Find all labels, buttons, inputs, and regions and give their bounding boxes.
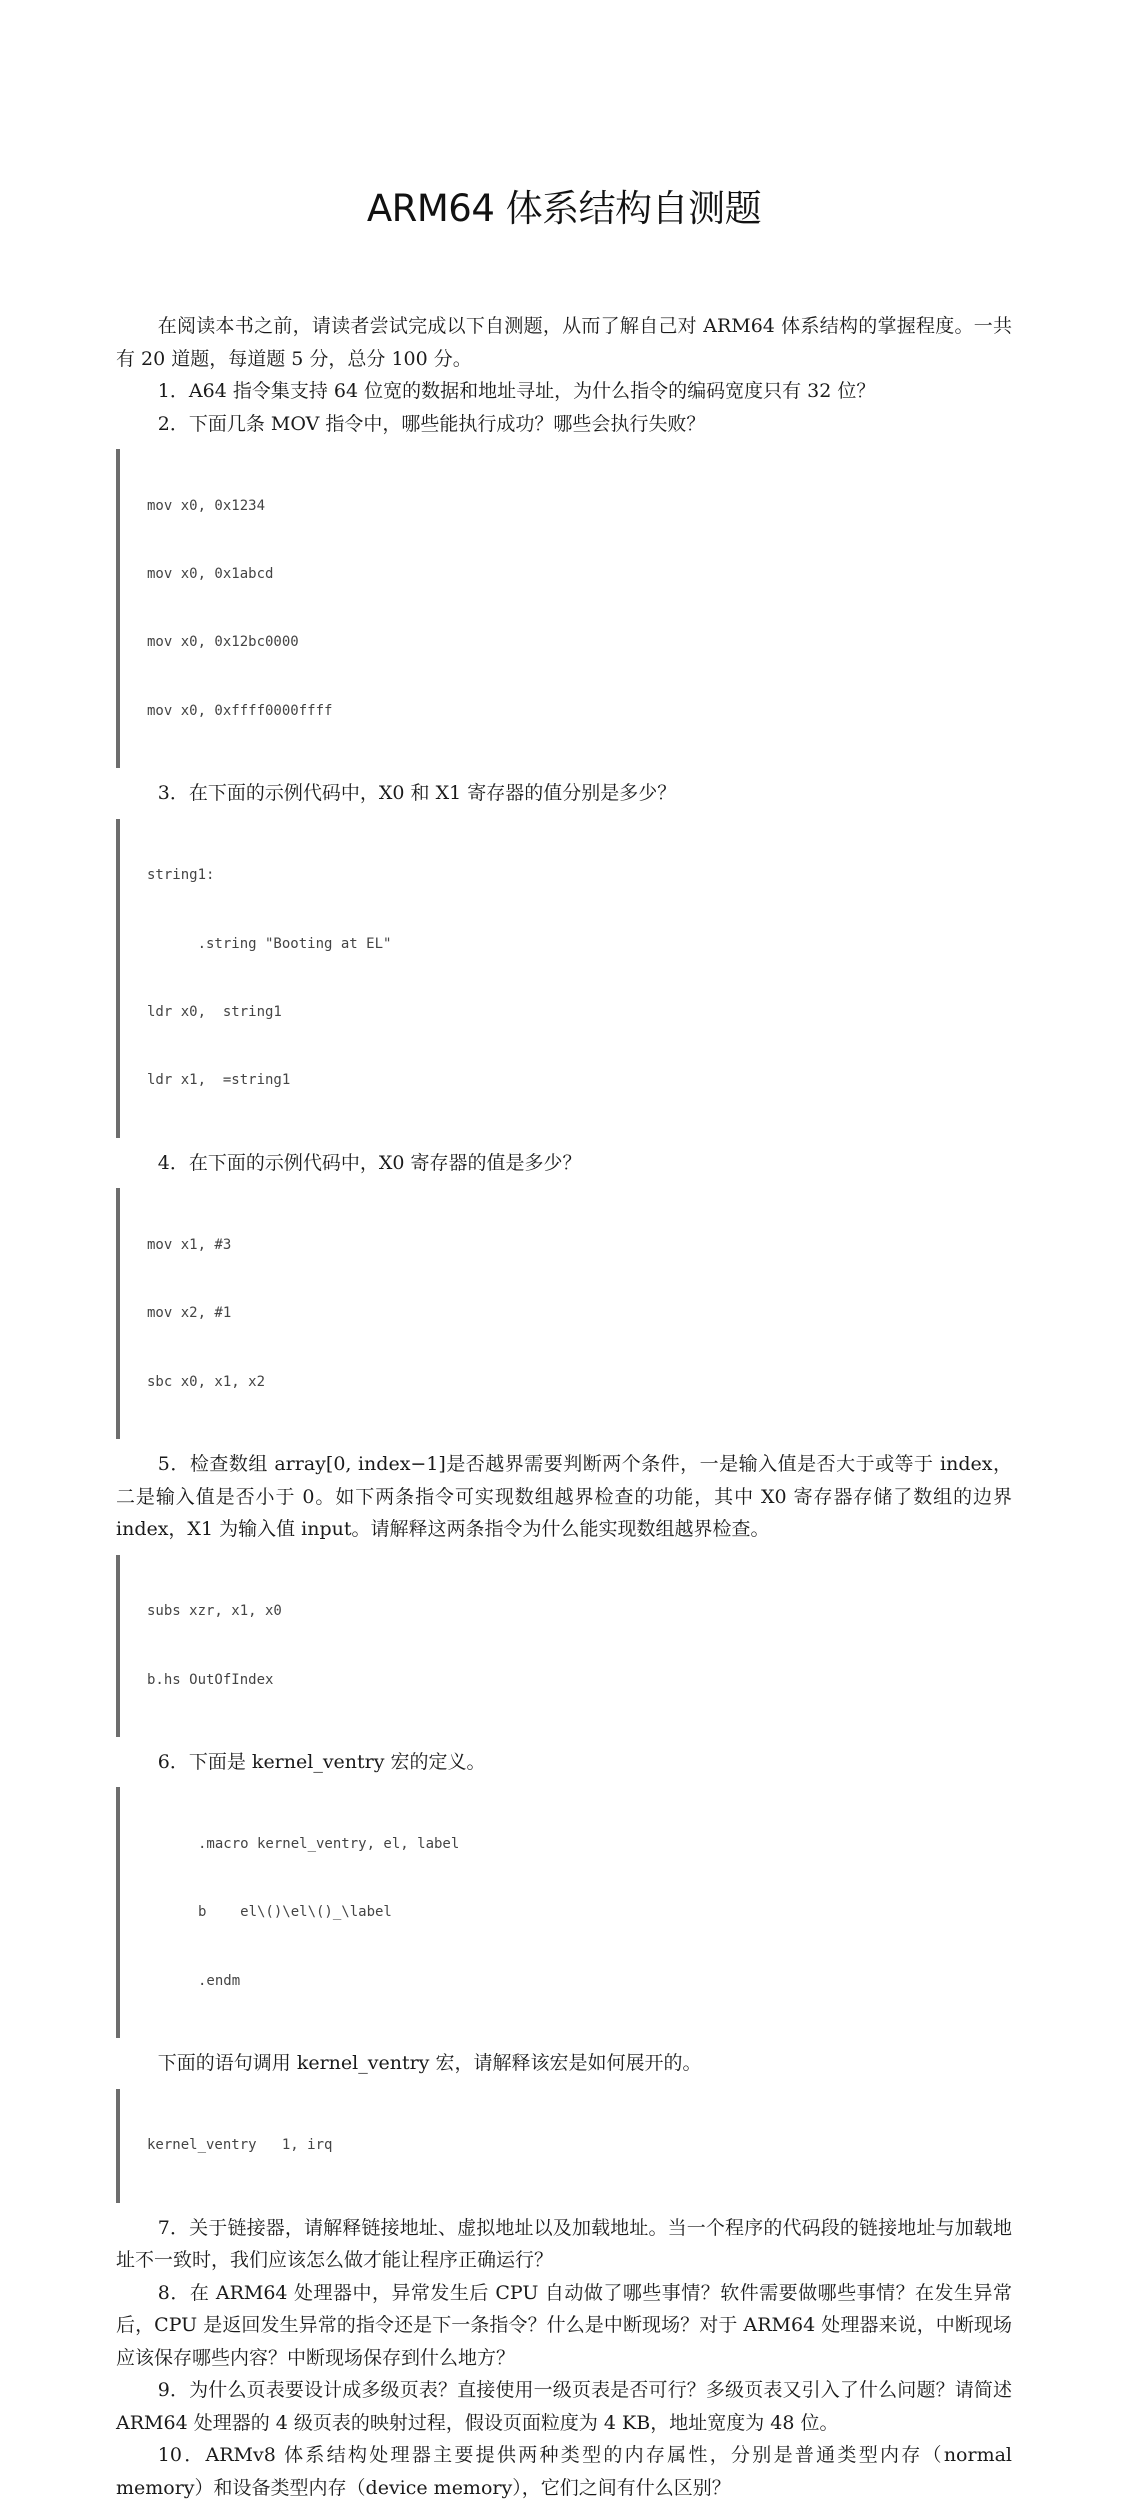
question-3: 3．在下面的示例代码中，X0 和 X1 寄存器的值分别是多少？ <box>157 782 677 805</box>
code-line: .macro kernel_ventry, el, label <box>198 1836 460 1853</box>
intro-paragraph: 在阅读本书之前，请读者尝试完成以下自测题，从而了解自己对 ARM64 体系结构的掌握程度。一共有 20 道题，每道题 5 分，总分 100 分。 <box>116 315 1012 370</box>
question-1: 1．A64 指令集支持 64 位宽的数据和地址寻址，为什么指令的编码宽度只有 32 位？ <box>157 380 876 402</box>
question-6-followup: 下面的语句调用 kernel_ventry 宏，请解释该宏是如何展开的。 <box>157 2052 702 2075</box>
question-5: 5．检查数组 array[0, index−1]是否越界需要判断两个条件，一是输入值是否大于或等于 index，二是输入值是否小于 0。如下两条指令可实现数组越界检查的功能，其中 X0 寄存器存储了数组的边界 index，X1 为输入值 input。请解释这两条指令为什么能实现数组越界检查。 <box>116 1453 1012 1541</box>
code-block-4 <box>116 1188 1012 1439</box>
code-block-2 <box>116 449 1012 768</box>
code-line: b.hs OutOfIndex <box>147 1671 274 1688</box>
document-body <box>116 310 1012 2504</box>
code-line: mov x0, 0x1234 <box>147 497 266 514</box>
question-2: 2．下面几条 MOV 指令中，哪些能执行成功？哪些会执行失败？ <box>157 412 706 435</box>
code-line: .endm <box>198 1972 241 1989</box>
code-line: mov x0, 0x12bc0000 <box>147 634 299 651</box>
question-10: 10．ARMv8 体系结构处理器主要提供两种类型的内存属性，分别是普通类型内存（normal memory）和设备类型内存（device memory），它们之间有什么区别？ <box>116 2444 1012 2499</box>
code-line: mov x2, #1 <box>147 1305 232 1322</box>
code-block-3 <box>116 819 1012 1138</box>
code-block-5 <box>116 1555 1012 1737</box>
code-line: mov x0, 0x1abcd <box>147 565 274 582</box>
question-6: 6．下面是 kernel_ventry 宏的定义。 <box>157 1750 486 1773</box>
code-line: ldr x1, =string1 <box>147 1072 291 1089</box>
question-7: 7．关于链接器，请解释链接地址、虚拟地址以及加载地址。当一个程序的代码段的链接地址与加载地址不一致时，我们应该怎么做才能让程序正确运行？ <box>116 2216 1012 2272</box>
code-line: sbc x0, x1, x2 <box>147 1373 266 1390</box>
code-line: kernel_ventry 1, irq <box>147 2137 333 2154</box>
code-line: subs xzr, x1, x0 <box>147 1603 282 1620</box>
code-line: ldr x0, string1 <box>147 1004 282 1021</box>
code-line: mov x0, 0xffff0000ffff <box>147 702 333 719</box>
code-line: mov x1, #3 <box>147 1236 232 1253</box>
page-title: ARM64 体系结构自测题 <box>366 187 762 230</box>
question-9: 9．为什么页表要设计成多级页表？直接使用一级页表是否可行？多级页表又引入了什么问题？请简述 ARM64 处理器的 4 级页表的映射过程，假设页面粒度为 4 KB，地址宽度为 48 位。 <box>116 2379 1012 2434</box>
code-line: string1: <box>147 867 215 884</box>
code-block-6b <box>116 2089 1012 2203</box>
code-block-6 <box>116 1787 1012 2038</box>
code-line: b el\()\el\()_\label <box>198 1904 392 1921</box>
question-4: 4．在下面的示例代码中，X0 寄存器的值是多少？ <box>157 1151 582 1174</box>
question-8: 8．在 ARM64 处理器中，异常发生后 CPU 自动做了哪些事情？软件需要做哪些事情？在发生异常后，CPU 是返回发生异常的指令还是下一条指令？什么是中断现场？对于 ARM64 处理器来说，中断现场应该保存哪些内容？中断现场保存到什么地方？ <box>116 2281 1012 2369</box>
code-line: .string "Booting at EL" <box>147 935 392 952</box>
